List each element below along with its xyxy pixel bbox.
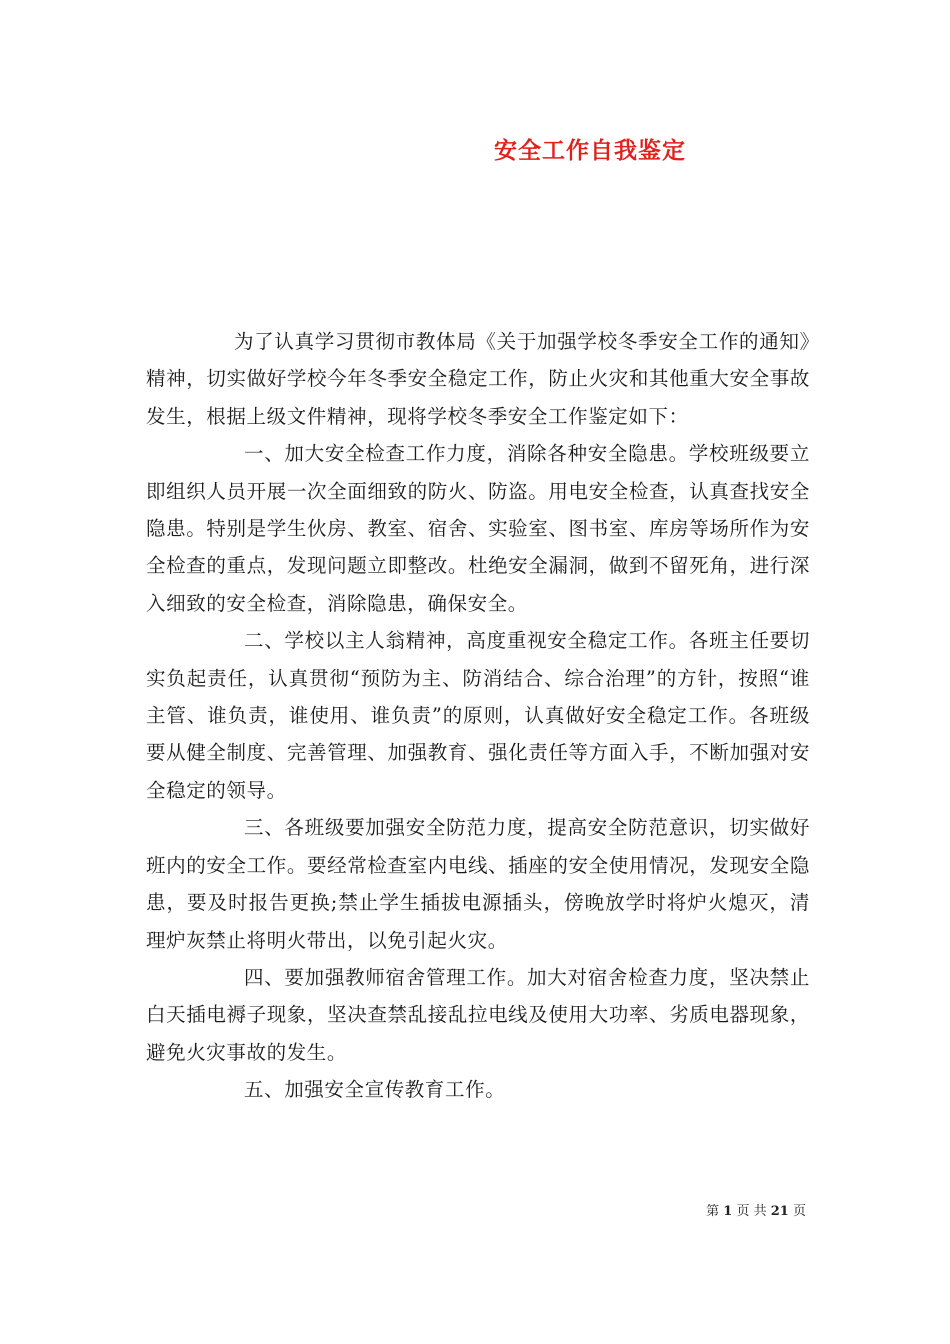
paragraph-item-4: 四、要加强教师宿舍管理工作。加大对宿舍检查力度，坚决禁止白天插电褥子现象，坚决查禁乱接乱拉电线及使用大功率、劣质电器现象，避免火灾事故的发生。 (146, 965, 810, 1064)
document-title: 安全工作自我鉴定 (494, 137, 686, 164)
document-body (146, 323, 810, 1109)
current-page-number: 1 (723, 1204, 733, 1219)
paragraph-item-5: 五、加强安全宣传教育工作。 (244, 1078, 506, 1102)
total-page-count: 21 (770, 1204, 789, 1219)
footer-suffix: 页 (792, 1204, 806, 1219)
page-number-footer (706, 1203, 806, 1221)
paragraph-item-2: 二、学校以主人翁精神，高度重视安全稳定工作。各班主任要切实负起责任，认真贯彻“预防为主、防消结合、综合治理”的方针，按照“谁主管、谁负责，谁使用、谁负责”的原则，认真做好安全稳定工作。各班级要从健全制度、完善管理、加强教育、强化责任等方面入手，不断加强对安全稳定的领导。 (146, 629, 810, 802)
paragraph-item-1: 一、加大安全检查工作力度，消除各种安全隐患。学校班级要立即组织人员开展一次全面细致的防火、防盗。用电安全检查，认真查找安全隐患。特别是学生伙房、教室、宿舍、实验室、图书室、库房等场所作为安全检查的重点，发现问题立即整改。杜绝安全漏洞，做到不留死角，进行深入细致的安全检查，消除隐患，确保安全。 (146, 442, 810, 615)
paragraph-item-3: 三、各班级要加强安全防范力度，提高安全防范意识，切实做好班内的安全工作。要经常检查室内电线、插座的安全使用情况，发现安全隐患，要及时报告更换;禁止学生插拔电源插头，傍晚放学时将炉火熄灭，清理炉灰禁止将明火带出，以免引起火灾。 (146, 816, 810, 952)
paragraph-intro: 为了认真学习贯彻市教体局《关于加强学校冬季安全工作的通知》精神，切实做好学校今年冬季安全稳定工作，防止火灾和其他重大安全事故发生，根据上级文件精神，现将学校冬季安全工作鉴定如下： (146, 330, 810, 428)
footer-prefix: 第 (706, 1204, 720, 1219)
footer-middle: 页 共 (736, 1204, 767, 1219)
